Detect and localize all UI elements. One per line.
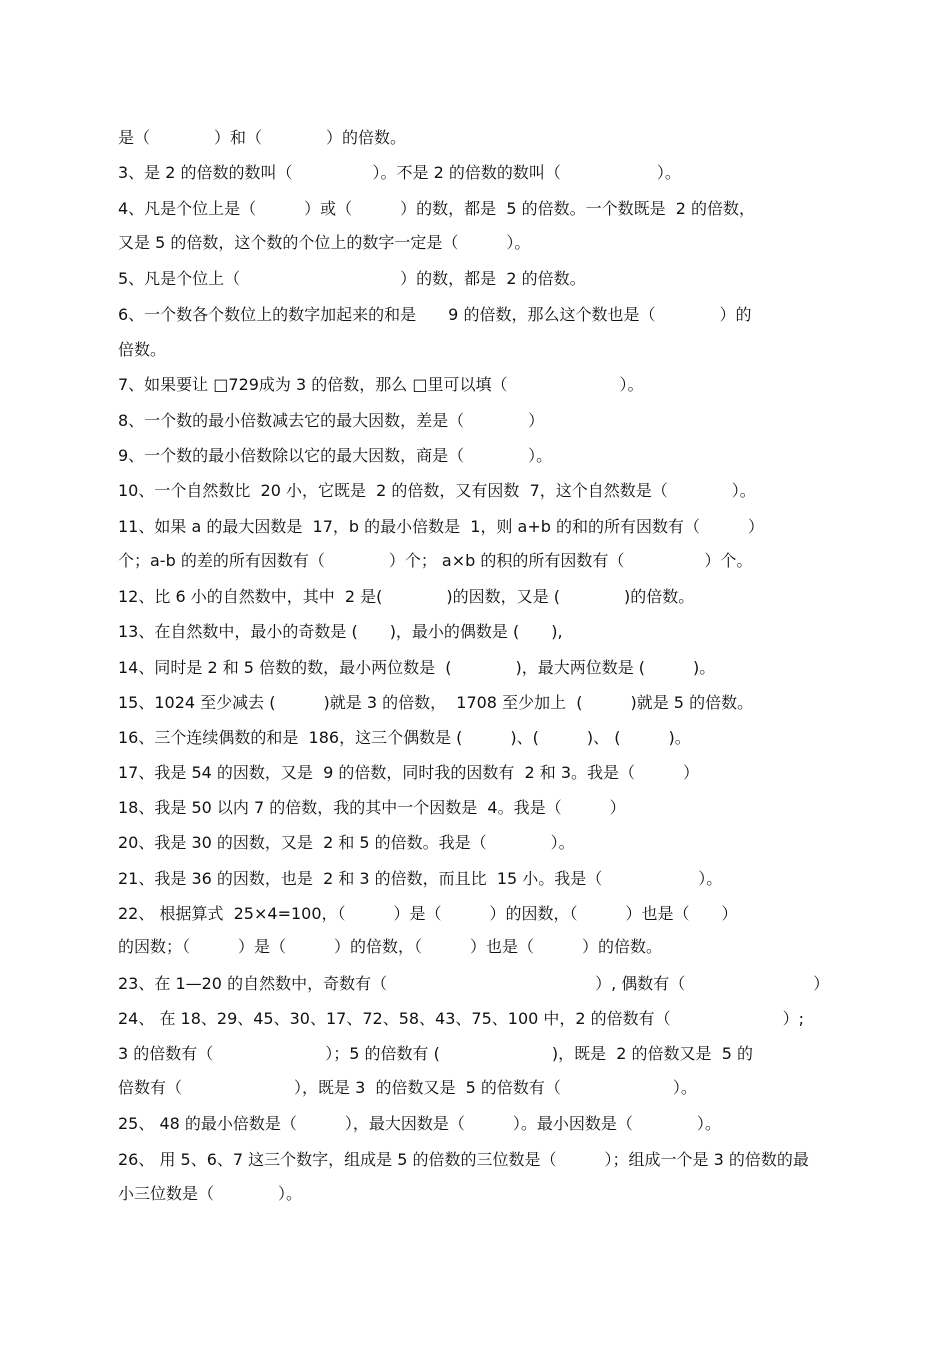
text-line: 15、1024 至少减去 ( )就是 3 的倍数， 1708 至少加上 ( )就是 5 的倍数。 bbox=[118, 693, 754, 712]
text-line: 16、三个连续偶数的和是 186，这三个偶数是 ( )、( )、 ( )。 bbox=[118, 728, 691, 747]
text-line: 25、 48 的最小倍数是（ ），最大因数是（ ）。最小因数是（ ）。 bbox=[118, 1114, 721, 1133]
text-line: 17、我是 54 的因数，又是 9 的倍数，同时我的因数有 2 和 3。我是（ ） bbox=[118, 763, 700, 782]
text-line: 倍数有（ ），既是 3 的倍数又是 5 的倍数有（ ）。 bbox=[118, 1078, 697, 1097]
text-line: 24、 在 18、29、45、30、17、72、58、43、75、100 中，2 的倍数有（ ）; bbox=[118, 1009, 805, 1028]
text-line: 倍数。 bbox=[118, 340, 167, 359]
text-line: 3 的倍数有（ ）；5 的倍数有 ( )，既是 2 的倍数又是 5 的 bbox=[118, 1044, 753, 1063]
text-line: 7、如果要让 □729成为 3 的倍数，那么 □里可以填（ ）。 bbox=[118, 375, 644, 394]
text-line: 6、一个数各个数位上的数字加起来的和是 9 的倍数，那么这个数也是（ ）的 bbox=[118, 305, 752, 324]
text-line: 5、凡是个位上（ ）的数，都是 2 的倍数。 bbox=[118, 269, 586, 288]
text-line: 11、如果 a 的最大因数是 17，b 的最小倍数是 1，则 a+b 的和的所有因数有（ ） bbox=[118, 517, 765, 536]
text-line: 26、 用 5、6、7 这三个数字，组成是 5 的倍数的三位数是（ ）；组成一个是 3 的倍数的最 bbox=[118, 1150, 809, 1169]
text-line: 又是 5 的倍数，这个数的个位上的数字一定是（ ）。 bbox=[118, 233, 531, 252]
text-line: 4、凡是个位上是（ ）或（ ）的数，都是 5 的倍数。一个数既是 2 的倍数， bbox=[118, 199, 756, 218]
text-line: 14、同时是 2 和 5 倍数的数，最小两位数是 ( )，最大两位数是 ( )。 bbox=[118, 658, 716, 677]
text-line: 是（ ）和（ ）的倍数。 bbox=[118, 128, 407, 147]
text-line: 小三位数是（ ）。 bbox=[118, 1184, 303, 1203]
text-line: 13、在自然数中，最小的奇数是 ( )，最小的偶数是 ( ), bbox=[118, 622, 563, 641]
text-line: 22、 根据算式 25×4=100，（ ）是（ ）的因数，（ ）也是（ ） bbox=[118, 904, 738, 923]
text-line: 个；a-b 的差的所有因数有（ ）个； a×b 的积的所有因数有（ ）个。 bbox=[118, 551, 753, 570]
text-line: 10、一个自然数比 20 小，它既是 2 的倍数，又有因数 7，这个自然数是（ ）。 bbox=[118, 481, 756, 500]
text-line: 的因数；（ ）是（ ）的倍数，（ ）也是（ ）的倍数。 bbox=[118, 937, 663, 956]
text-line: 21、我是 36 的因数，也是 2 和 3 的倍数，而且比 15 小。我是（ ）。 bbox=[118, 869, 723, 888]
text-line: 18、我是 50 以内 7 的倍数，我的其中一个因数是 4。我是（ ） bbox=[118, 798, 626, 817]
text-line: 20、我是 30 的因数，又是 2 和 5 的倍数。我是（ ）。 bbox=[118, 833, 575, 852]
text-line: 23、在 1—20 的自然数中，奇数有（ ）, 偶数有（ ） bbox=[118, 974, 830, 993]
text-line: 12、比 6 小的自然数中，其中 2 是( )的因数，又是 ( )的倍数。 bbox=[118, 587, 695, 606]
text-line: 9、一个数的最小倍数除以它的最大因数，商是（ ）。 bbox=[118, 446, 553, 465]
text-line: 8、一个数的最小倍数减去它的最大因数，差是（ ） bbox=[118, 411, 545, 430]
text-line: 3、是 2 的倍数的数叫（ ）。不是 2 的倍数的数叫（ ）。 bbox=[118, 163, 681, 182]
